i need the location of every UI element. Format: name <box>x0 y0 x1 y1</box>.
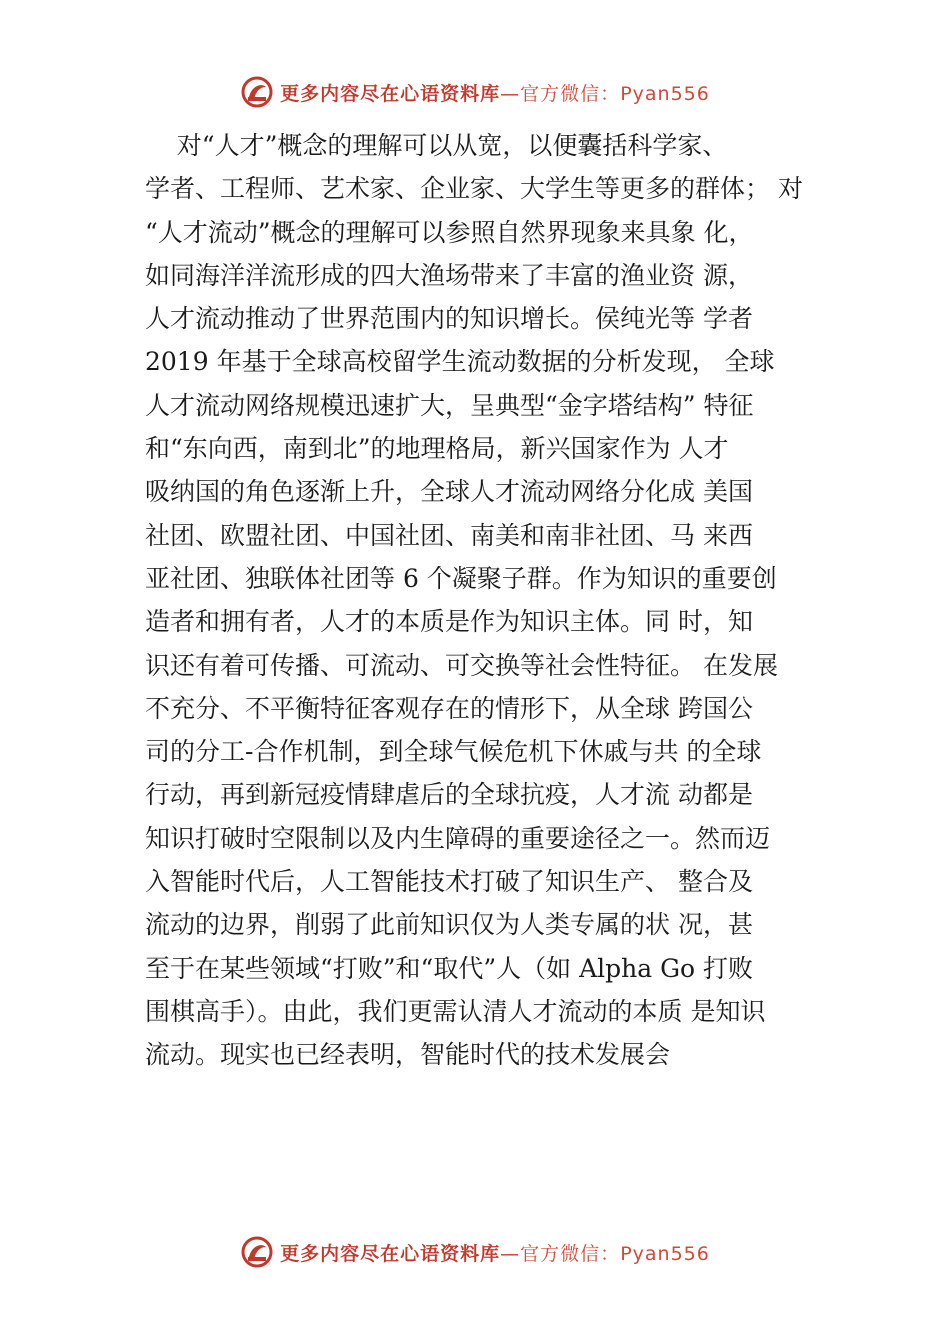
header-wechat-label: 官方微信： <box>520 82 621 105</box>
text-line: 围棋高手）。由此，我们更需认清人才流动的本质 是知识 <box>145 996 766 1026</box>
text-line: 司的分工-合作机制，到全球气候危机下休戚与共 的全球 <box>145 737 762 767</box>
footer-brand-line <box>280 1239 710 1266</box>
text-line: 造者和拥有者，人才的本质是作为知识主体。同 时，知 <box>145 607 753 637</box>
header-brand-text: 更多内容尽在心语资料库 <box>280 82 501 105</box>
text-line: 吸纳国的角色逐渐上升，全球人才流动网络分化成 美国 <box>145 477 753 507</box>
footer-wechat-id: Pyan556 <box>620 1242 710 1265</box>
footer-banner <box>0 1232 950 1272</box>
text-line: 2019 年基于全球高校留学生流动数据的分析发现， 全球 <box>145 347 775 377</box>
text-line: 对“人才”概念的理解可以从宽，以便囊括科学家、 <box>145 131 728 160</box>
text-line: 社团、欧盟社团、中国社团、南美和南非社团、马 来西 <box>145 520 753 550</box>
header-separator: — <box>500 82 521 105</box>
text-line: 学者、工程师、艺术家、企业家、大学生等更多的群体； 对 <box>145 174 803 204</box>
text-line: 入智能时代后，人工智能技术打破了知识生产、 整合及 <box>145 867 753 897</box>
header-wechat-id: Pyan556 <box>620 82 710 105</box>
text-line: 如同海洋洋流形成的四大渔场带来了丰富的渔业资 源， <box>145 260 753 290</box>
text-line: 流动的边界，削弱了此前知识仅为人类专属的状 况，甚 <box>145 910 753 940</box>
text-line: 不充分、不平衡特征客观存在的情形下，从全球 跨国公 <box>145 693 753 723</box>
brand-logo-icon <box>240 75 274 109</box>
brand-logo-icon <box>240 1235 274 1269</box>
text-line: 人才流动网络规模迅速扩大，呈典型“金字塔结构” 特征 <box>145 390 754 420</box>
text-line: 知识打破时空限制以及内生障碍的重要途径之一。然而迈 <box>145 823 771 853</box>
text-line: 亚社团、独联体社团等 6 个凝聚子群。作为知识的重要创 <box>145 563 777 593</box>
header-brand-line <box>280 79 710 106</box>
text-line: 识还有着可传播、可流动、可交换等社会性特征。 在发展 <box>145 650 778 680</box>
footer-wechat-label: 官方微信： <box>520 1242 621 1265</box>
footer-separator: — <box>500 1242 521 1265</box>
header-banner <box>0 72 950 112</box>
text-line: “人才流动”概念的理解可以参照自然界现象来具象 化， <box>145 217 754 247</box>
text-line: 人才流动推动了世界范围内的知识增长。侯纯光等 学者 <box>145 304 753 334</box>
text-line: 行动，再到新冠疫情肆虐后的全球抗疫，人才流 动都是 <box>145 780 753 810</box>
text-line: 至于在某些领域“打败”和“取代”人（如 Alpha Go 打败 <box>145 953 754 983</box>
text-line: 流动。现实也已经表明，智能时代的技术发展会 <box>145 1040 671 1070</box>
document-body <box>145 124 835 1077</box>
text-line: 和“东向西，南到北”的地理格局，新兴国家作为 人才 <box>145 434 729 464</box>
footer-brand-text: 更多内容尽在心语资料库 <box>280 1242 501 1265</box>
